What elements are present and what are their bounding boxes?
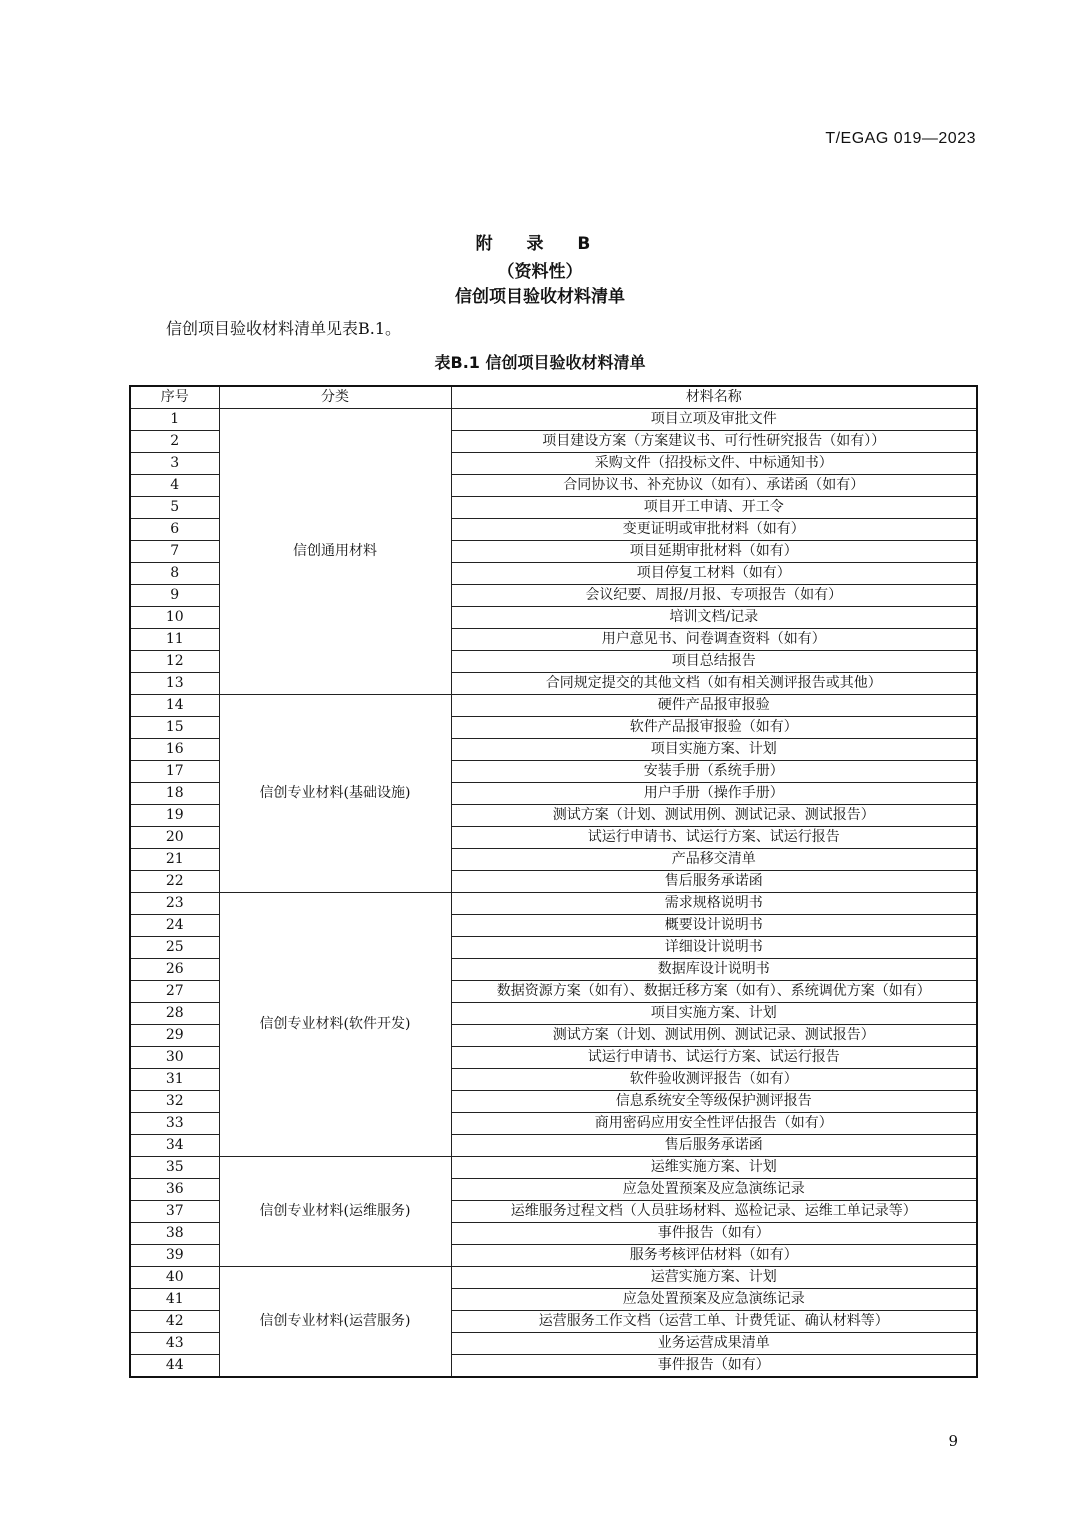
row-index: 24	[130, 915, 219, 937]
row-index: 27	[130, 981, 219, 1003]
table-row	[130, 893, 977, 915]
appendix-label: 附 录 B	[475, 234, 605, 254]
material-name: 概要设计说明书	[451, 915, 977, 937]
material-name: 运营实施方案、计划	[451, 1267, 977, 1289]
row-index: 36	[130, 1179, 219, 1201]
row-index: 29	[130, 1025, 219, 1047]
row-index: 31	[130, 1069, 219, 1091]
row-index: 10	[130, 607, 219, 629]
category-cell: 信创专业材料(基础设施)	[219, 695, 451, 893]
material-name: 试运行申请书、试运行方案、试运行报告	[451, 827, 977, 849]
material-name: 项目立项及审批文件	[451, 409, 977, 431]
row-index: 11	[130, 629, 219, 651]
category-cell: 信创通用材料	[219, 409, 451, 695]
row-index: 30	[130, 1047, 219, 1069]
column-header-material: 材料名称	[451, 386, 977, 409]
document-code: T/EGAG 019—2023	[825, 130, 976, 147]
material-name: 需求规格说明书	[451, 893, 977, 915]
row-index: 41	[130, 1289, 219, 1311]
row-index: 22	[130, 871, 219, 893]
material-name: 应急处置预案及应急演练记录	[451, 1289, 977, 1311]
row-index: 12	[130, 651, 219, 673]
row-index: 7	[130, 541, 219, 563]
row-index: 21	[130, 849, 219, 871]
row-index: 42	[130, 1311, 219, 1333]
material-name: 项目实施方案、计划	[451, 1003, 977, 1025]
material-name: 测试方案（计划、测试用例、测试记录、测试报告）	[451, 805, 977, 827]
page-number: 9	[948, 1432, 958, 1450]
row-index: 39	[130, 1245, 219, 1267]
row-index: 14	[130, 695, 219, 717]
row-index: 6	[130, 519, 219, 541]
row-index: 44	[130, 1355, 219, 1378]
table-row	[130, 409, 977, 431]
category-cell: 信创专业材料(运维服务)	[219, 1157, 451, 1267]
row-index: 8	[130, 563, 219, 585]
row-index: 18	[130, 783, 219, 805]
material-name: 售后服务承诺函	[451, 1135, 977, 1157]
table-header-row	[130, 386, 977, 409]
material-name: 详细设计说明书	[451, 937, 977, 959]
intro-paragraph: 信创项目验收材料清单见表B.1。	[166, 319, 402, 338]
column-header-index: 序号	[130, 386, 219, 409]
material-name: 应急处置预案及应急演练记录	[451, 1179, 977, 1201]
row-index: 17	[130, 761, 219, 783]
row-index: 25	[130, 937, 219, 959]
row-index: 33	[130, 1113, 219, 1135]
material-name: 合同协议书、补充协议（如有）、承诺函（如有）	[451, 475, 977, 497]
material-name: 软件产品报审报验（如有）	[451, 717, 977, 739]
table-caption: 表B.1 信创项目验收材料清单	[434, 353, 646, 372]
appendix-title: 信创项目验收材料清单	[455, 287, 625, 307]
material-name: 测试方案（计划、测试用例、测试记录、测试报告）	[451, 1025, 977, 1047]
material-name: 事件报告（如有）	[451, 1223, 977, 1245]
row-index: 5	[130, 497, 219, 519]
row-index: 3	[130, 453, 219, 475]
row-index: 38	[130, 1223, 219, 1245]
material-name: 数据库设计说明书	[451, 959, 977, 981]
row-index: 2	[130, 431, 219, 453]
material-name: 安装手册（系统手册）	[451, 761, 977, 783]
material-name: 项目开工申请、开工令	[451, 497, 977, 519]
material-name: 培训文档/记录	[451, 607, 977, 629]
material-name: 项目总结报告	[451, 651, 977, 673]
table-row	[130, 695, 977, 717]
material-name: 运维实施方案、计划	[451, 1157, 977, 1179]
material-name: 硬件产品报审报验	[451, 695, 977, 717]
category-cell: 信创专业材料(运营服务)	[219, 1267, 451, 1378]
column-header-category: 分类	[219, 386, 451, 409]
table-row	[130, 1157, 977, 1179]
material-name: 用户手册（操作手册）	[451, 783, 977, 805]
material-name: 服务考核评估材料（如有）	[451, 1245, 977, 1267]
row-index: 19	[130, 805, 219, 827]
row-index: 20	[130, 827, 219, 849]
row-index: 40	[130, 1267, 219, 1289]
category-cell: 信创专业材料(软件开发)	[219, 893, 451, 1157]
materials-table	[129, 385, 978, 1378]
row-index: 43	[130, 1333, 219, 1355]
material-name: 运营服务工作文档（运营工单、计费凭证、确认材料等）	[451, 1311, 977, 1333]
material-name: 项目停复工材料（如有）	[451, 563, 977, 585]
material-name: 用户意见书、问卷调查资料（如有）	[451, 629, 977, 651]
material-name: 变更证明或审批材料（如有）	[451, 519, 977, 541]
table-body	[130, 409, 977, 1378]
material-name: 项目延期审批材料（如有）	[451, 541, 977, 563]
appendix-nature: （资料性）	[497, 262, 583, 282]
row-index: 16	[130, 739, 219, 761]
material-name: 采购文件（招投标文件、中标通知书）	[451, 453, 977, 475]
material-name: 产品移交清单	[451, 849, 977, 871]
table-row	[130, 1267, 977, 1289]
material-name: 项目实施方案、计划	[451, 739, 977, 761]
row-index: 26	[130, 959, 219, 981]
row-index: 34	[130, 1135, 219, 1157]
material-name: 商用密码应用安全性评估报告（如有）	[451, 1113, 977, 1135]
row-index: 1	[130, 409, 219, 431]
row-index: 23	[130, 893, 219, 915]
material-name: 合同规定提交的其他文档（如有相关测评报告或其他）	[451, 673, 977, 695]
material-name: 售后服务承诺函	[451, 871, 977, 893]
material-name: 数据资源方案（如有）、数据迁移方案（如有）、系统调优方案（如有）	[451, 981, 977, 1003]
material-name: 业务运营成果清单	[451, 1333, 977, 1355]
row-index: 37	[130, 1201, 219, 1223]
row-index: 28	[130, 1003, 219, 1025]
row-index: 32	[130, 1091, 219, 1113]
row-index: 35	[130, 1157, 219, 1179]
material-name: 试运行申请书、试运行方案、试运行报告	[451, 1047, 977, 1069]
row-index: 15	[130, 717, 219, 739]
material-name: 项目建设方案（方案建议书、可行性研究报告（如有））	[451, 431, 977, 453]
material-name: 信息系统安全等级保护测评报告	[451, 1091, 977, 1113]
material-name: 运维服务过程文档（人员驻场材料、巡检记录、运维工单记录等）	[451, 1201, 977, 1223]
row-index: 9	[130, 585, 219, 607]
material-name: 事件报告（如有）	[451, 1355, 977, 1378]
row-index: 4	[130, 475, 219, 497]
material-name: 会议纪要、周报/月报、专项报告（如有）	[451, 585, 977, 607]
material-name: 软件验收测评报告（如有）	[451, 1069, 977, 1091]
row-index: 13	[130, 673, 219, 695]
